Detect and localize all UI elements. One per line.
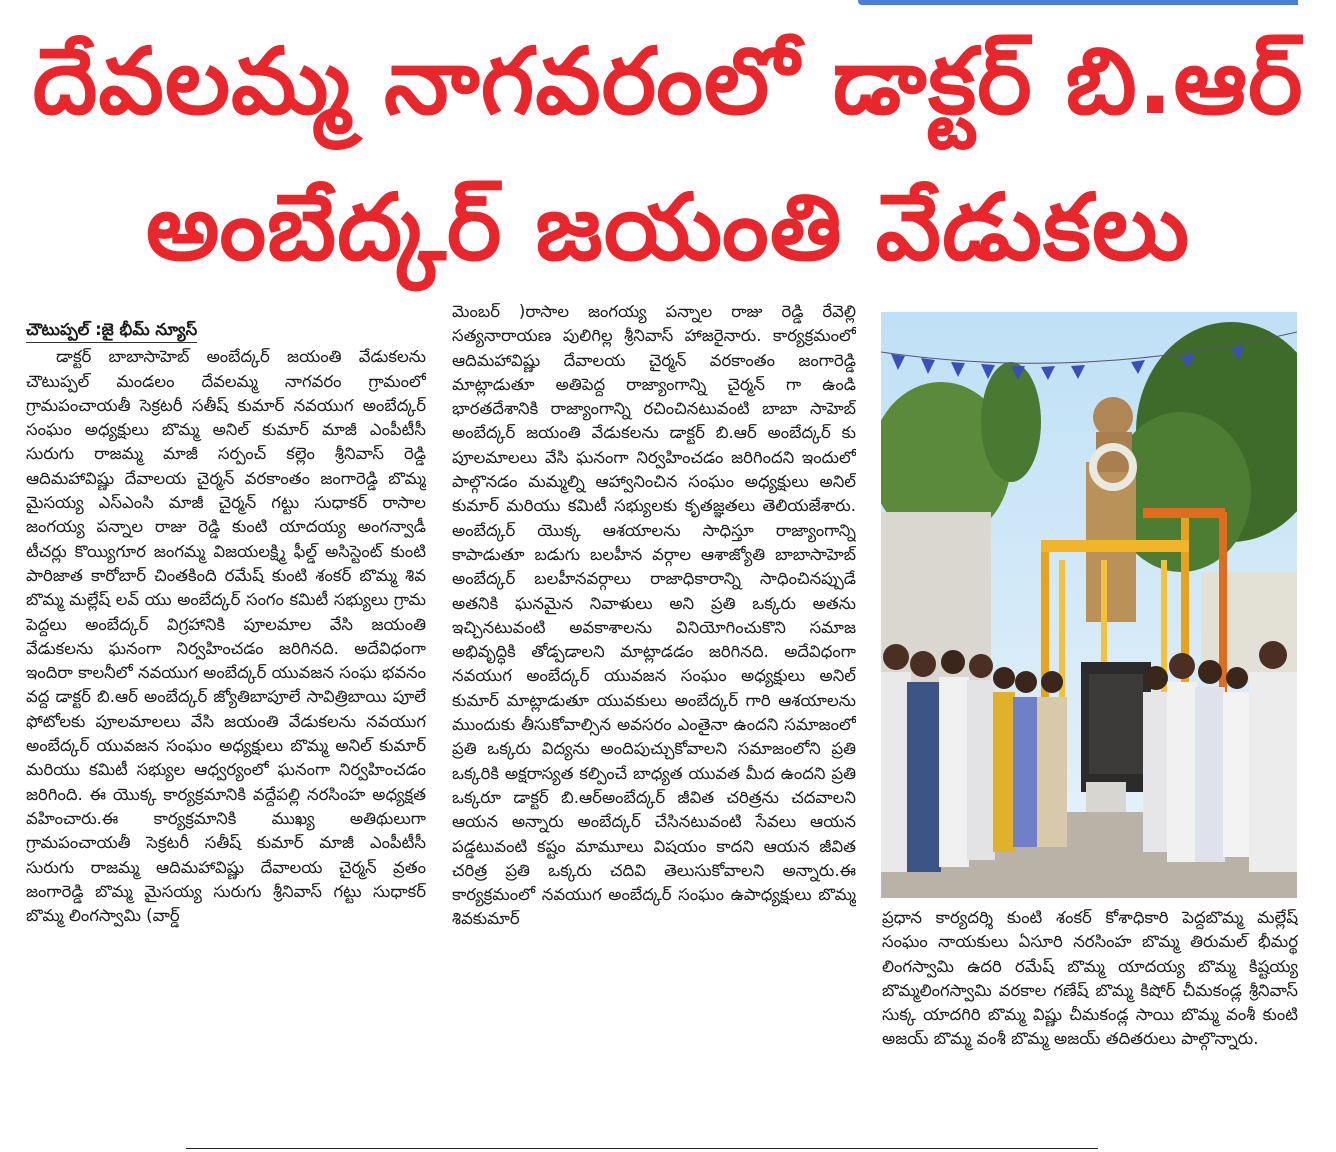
article-column-2 [452,300,856,1118]
column-1-text: డాక్టర్ బాబాసాహెబ్ అంబేద్కర్ జయంతి వేడుకలను చౌటుప్పల్ మండలం దేవలమ్మ నాగవరం గ్రామంలో గ్రామపంచాయతీ సెక్రటరీ సతీష్ కుమార్ నవయుగ అంబేద్కర్ సంఘం అధ్యక్షులు బొమ్మ అనిల్ కుమార్ మాజీ ఎంపీటీసీ సురుగు రాజమ్మ మాజీ సర్పంచ్ కల్లెం శ్రీనివాస్ రెడ్డి ఆదిమహావిష్ణు దేవాలయ చైర్మన్ వరకాంతం జంగారెడ్డి బొమ్మ మైసయ్య ఎస్ఎంసి మాజీ చైర్మన్ గట్టు సుధాకర్ రాసాల జంగయ్య పన్నాల రాజు రెడ్డి కుంటి యాదయ్య అంగన్వాడీ టీచర్లు కొయ్యిగూర జంగమ్మ విజయలక్ష్మి ఫీల్డ్ అసిస్టెంట్ కుంటి పారిజాత కారోబార్ చింతకింది రమేష్ కుంటి శంకర్ బొమ్మ శివ బొమ్మ మల్లేష్ లవ్ యు అంబేద్కర్ సంగం కమిటీ సభ్యులు గ్రామ పెద్దలు అంబేద్కర్ విగ్రహానికి పూలమాల వేసి జయంతి వేడుకలను ఘనంగా నిర్వహించడం జరిగినది. అదేవిధంగా ఇందిరా కాలనీలో నవయుగ అంబేద్కర్ యువజన సంఘ భవనం వద్ద డాక్టర్ బి.ఆర్ అంబేద్కర్ జ్యోతిబాపూలే సావిత్రిబాయి పూలే ఫోటోలకు పూలమాలలు వేసి జయంతి వేడుకలను నవయుగ అంబేద్కర్ యువజన సంఘం అధ్యక్షులు బొమ్మ అనిల్ కుమార్ మరియు కమిటీ సభ్యుల ఆధ్వర్యంలో ఘనంగా నిర్వహించడం జరిగింది. ఈ యొక్క కార్యక్రమానికి వద్దేపల్లి నరసింహ అధ్యక్షత వహించారు.ఈ కార్యక్రమానికి ముఖ్య అతిథులుగా గ్రామపంచాయతీ సెక్రటరీ సతీష్ కుమార్ మాజీ ఎంపీటీసీ సురుగు రాజమ్మ ఆదిమహావిష్ణు దేవాలయ చైర్మన్ వ్రతం జంగారెడ్డి బొమ్మ మైసయ్య సురుగు శ్రీనివాస్ గట్టు సుధాకర్ బొమ్మ లింగస్వామి (వార్డ్ [26,347,426,926]
headline-line-2: అంబేద్కర్ జయంతి వేడుకలు [145,174,1191,281]
event-photo-illustration [881,312,1297,898]
article-column-1 [26,318,426,1118]
event-photo [881,312,1297,898]
photo-caption-column [882,906,1298,1126]
column-2-text: మెంబర్ )రాసాల జంగయ్య పన్నాల రాజు రెడ్డి రేవెల్లి సత్యనారాయణ పులిగిల్ల శ్రీనివాస్ హాజరైనారు. కార్యక్రమంలో ఆదిమహావిష్ణు దేవాలయ చైర్మన్ వరకాంతం జంగారెడ్డి మాట్లాడుతూ అతిపెద్ద రాజ్యాంగాన్ని చైర్మన్ గా ఉండి భారతదేశానికి రాజ్యాంగాన్ని రచించినటువంటి బాబా సాహెబ్ అంబేద్కర్ జయంతి వేడుకలను డాక్టర్ బి.ఆర్ అంబేద్కర్ కు పూలమాలలు వేసి ఘనంగా నిర్వహించడం జరిగిందని ఇందులో పాల్గొనడం మమ్మల్ని ఆహ్వానించిన సంఘం అధ్యక్షులు అనిల్ కుమార్ మరియు కమిటీ సభ్యులకు కృతజ్ఞతలు తెలియజేశారు. అంబేద్కర్ యొక్క ఆశయాలను సాధిస్తూ రాజ్యాంగాన్ని కాపాడుతూ బడుగు బలహీన వర్గాల ఆశాజ్యోతి బాబాసాహెబ్ అంబేద్కర్ బలహీనవర్గాలు రాజాధికారాన్ని సాధించినప్పుడే అతనికి ఘనమైన నివాళులు అని ప్రతి ఒక్కరు అతను ఇచ్చినటువంటి అవకాశాలను వినియోగించుకొని సమాజ అభివృద్ధికి తోడ్పడాలని మాట్లాడడం జరిగినది. అదేవిధంగా నవయుగ అంబేద్కర్ యువజన సంఘం అధ్యక్షులు అనిల్ కుమార్ మాట్లాడుతూ యువకులు అంబేద్కర్ గారి ఆశయాలను ముందుకు తీసుకోవాల్సిన అవసరం ఎంతైనా ఉందని సమాజంలో ప్రతి ఒక్కరు విద్యను అందిపుచ్చుకోవాలని సమాజంలోని ప్రతి ఒక్కరికి అక్షరాస్యత కల్పించే బాధ్యత యువత మీద ఉందని ప్రతి ఒక్కరూ డాక్టర్ బి.ఆర్అంబేద్కర్ జీవిత చరిత్రను చదవాలని ఆయన అన్నారు అంబేద్కర్ చేసినటువంటి సేవలు ఆయన పడ్డటువంటి కష్టం మామూలు విషయం కాదని ఆయన జీవిత చరిత్ర ప్రతి ఒక్కరు చదివి తెలుసుకోవాలని అన్నారు.ఈ కార్యక్రమంలో నవయుగ అంబేద్కర్ సంఘం ఉపాధ్యక్షులు బొమ్మ శివకుమార్ [452,302,856,929]
column-3-text: ప్రధాన కార్యదర్శి కుంటి శంకర్ కోశాధికారి పెద్దబొమ్మ మల్లేష్ సంఘం నాయకులు ఏసూరి నరసింహ బొమ్మ తిరుమల్ భీమర్థ లింగస్వామి ఉదరి రమేష్ బొమ్మ యాదయ్య బొమ్మ కిష్టయ్య బొమ్మలింగస్వామి వరకాల గణేష్ బొమ్మ కిషోర్ చీమకండ్ల శ్రీనివాస్ సుక్క యాదగిరి బొమ్మ విష్ణు చీమకండ్ల సాయి బొమ్మ వంశీ కుంటి అజయ్ బొమ్మ వంశీ బొమ్మ అజయ్ తదితరులు పాల్గొన్నారు. [882,908,1298,1049]
dateline [26,318,426,343]
bottom-rule [186,1148,1098,1149]
dateline-text: చౌటుప్పల్ :జై భీమ్ న్యూస్ [26,318,197,343]
headline-line-1: దేవలమ్మ నాగవరంలో డాక్టర్ బి.ఆర్ [32,28,1304,135]
top-accent-bar [858,0,1298,5]
